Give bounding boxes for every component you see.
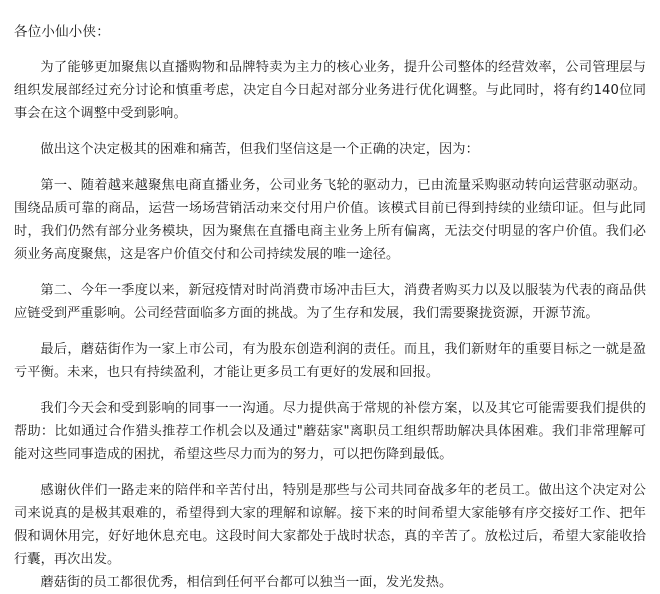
paragraph-8: 蘑菇街的员工都很优秀，相信到任何平台都可以独当一面，发光发热。: [40, 575, 453, 590]
paragraph-5: 最后，蘑菇街作为一家上市公司，有为股东创造利润的责任。而且，我们新财年的重要目标之一就是盈亏平衡。未来，也只有持续盈利，才能让更多员工有更好的发展和回报。: [14, 342, 646, 380]
paragraph-7: 感谢伙伴们一路走来的陪伴和辛苦付出，特别是那些与公司共同奋战多年的老员工。做出这个决定对公司来说真的是极其艰难的，希望得到大家的理解和谅解。接下来的时间希望大家能够有序交接好工作、把年假和调休用完，好好地休息充电。这段时间大家都处于战时状态，真的辛苦了。放松过后，希望大家能收拾行囊，再次出发。: [14, 483, 646, 567]
paragraph-3: 第一、随着越来越聚焦电商直播业务，公司业务飞轮的驱动力，已由流量采购驱动转向运营驱动驱动。围绕品质可靠的商品，运营一场场营销活动来交付用户价值。该模式目前已得到持续的业绩印证。但与此同时，我们仍然有部分业务模块，因为聚焦在直播电商主业务上所有偏离，无法交付明显的客户价值。我们必须业务高度聚焦，这是客户价值交付和公司持续发展的唯一途径。: [14, 178, 646, 262]
closing-block: [14, 479, 646, 594]
paragraph-1: 为了能够更加聚焦以直播购物和品牌特卖为主力的核心业务，提升公司整体的经营效率，公司管理层与组织发展部经过充分讨论和慎重考虑，决定自今日起对部分业务进行优化调整。与此同时，将有约140位同事会在这个调整中受到影响。: [14, 60, 646, 121]
paragraph-6: 我们今天会和受到影响的同事一一沟通。尽力提供高于常规的补偿方案，以及其它可能需要我们提供的帮助：比如通过合作猎头推荐工作机会以及通过"蘑菇家"离职员工组织帮助解决具体困难。我们非常理解可能对这些同事造成的困扰，希望这些尽力而为的努力，可以把伤降到最低。: [14, 401, 646, 462]
paragraph-2: 做出这个决定极其的困难和痛苦，但我们坚信这是一个正确的决定，因为：: [40, 142, 479, 157]
paragraph-4: 第二、今年一季度以来，新冠疫情对时尚消费市场冲击巨大，消费者购买力以及以服装为代表的商品供应链受到严重影响。公司经营面临多方面的挑战。为了生存和发展，我们需要聚拢资源，开源节流。: [14, 283, 646, 321]
salutation: 各位小仙小侠：: [14, 24, 110, 40]
